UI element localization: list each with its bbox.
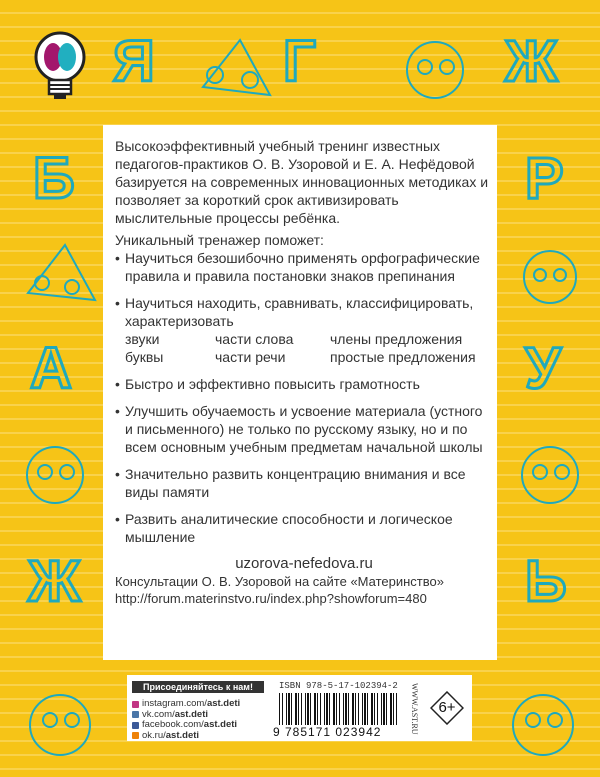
- grid-cell: буквы: [125, 349, 164, 365]
- decor-letter: Г: [283, 29, 316, 94]
- barcode-bar: [314, 693, 316, 725]
- link-handle: ast.deti: [174, 708, 208, 720]
- mascot-doodle: [395, 25, 480, 110]
- consult-line: Консультации О. В. Узоровой на сайте «Материнство»: [115, 574, 444, 589]
- vk-icon: [132, 711, 139, 718]
- barcode-bar: [377, 693, 378, 725]
- barcode-bar: [279, 693, 280, 725]
- barcode-bar: [286, 693, 287, 725]
- mascot-doodle: [15, 430, 95, 520]
- consult-text: [115, 573, 493, 607]
- decor-letter: Ж: [505, 29, 558, 94]
- barcode-bar: [371, 693, 373, 725]
- barcode-bar: [301, 693, 302, 725]
- link-handle: ast.deti: [165, 729, 200, 741]
- barcode-bar: [393, 693, 394, 725]
- barcode-bar: [396, 693, 397, 725]
- publisher-website[interactable]: WWW.AST.RU: [410, 683, 419, 735]
- barcode-bar: [345, 693, 347, 725]
- join-us-banner: Присоединяйтесь к нам!: [132, 681, 264, 693]
- skills-grid: [125, 330, 493, 366]
- publisher-strip: [127, 675, 472, 741]
- barcode-bar: [288, 693, 290, 725]
- barcode-bar: [348, 693, 349, 725]
- barcode-bar: [326, 693, 328, 725]
- list-item: • Значительно развить концентрацию внимания и все виды памяти: [115, 465, 493, 501]
- barcode-bar: [390, 693, 392, 725]
- facebook-icon: [132, 722, 139, 729]
- barcode-bar: [381, 693, 382, 725]
- decor-letter: А: [30, 336, 72, 401]
- mascot-doodle: [510, 430, 590, 520]
- barcode-bar: [291, 693, 292, 725]
- list-item-text: Научиться находить, сравнивать, классифицировать, характеризовать: [125, 295, 474, 329]
- barcode-bar: [329, 693, 330, 725]
- decor-letter: Ь: [525, 549, 567, 614]
- list-item: • Научиться безошибочно применять орфографические правила и правила постановки знаков препинания: [115, 249, 493, 285]
- mascot-doodle: [15, 665, 105, 777]
- mascot-doodle: [510, 235, 590, 315]
- link-prefix: vk.com/: [142, 708, 175, 720]
- age-rating-badge: [430, 691, 464, 725]
- link-handle: ast.deti: [203, 719, 238, 730]
- barcode-bar: [355, 693, 356, 725]
- grid-cell: члены предложения: [330, 331, 463, 347]
- decor-letter: Б: [33, 146, 75, 211]
- barcode-bar: [324, 693, 325, 725]
- social-links: [132, 699, 240, 741]
- link-prefix: instagram.com/: [142, 698, 207, 709]
- barcode-bar: [339, 693, 340, 725]
- barcode-bar: [374, 693, 375, 725]
- barcode-bar: [367, 693, 368, 725]
- isbn-text: ISBN 978-5-17-102394-2: [279, 681, 398, 691]
- mascot-doodle: [195, 25, 275, 105]
- mascot-doodle: [20, 235, 100, 315]
- barcode-bar: [352, 693, 354, 725]
- barcode-bar: [282, 693, 283, 725]
- list-item: [115, 294, 493, 366]
- mascot-doodle: [495, 665, 590, 777]
- barcode-bar: [333, 693, 335, 725]
- decor-letter: Я: [113, 29, 155, 94]
- barcode-bar: [336, 693, 337, 725]
- barcode-digits: 9 785171 023942: [273, 725, 382, 739]
- ok-icon: [132, 732, 139, 739]
- barcode-bar: [362, 693, 363, 725]
- social-link-instagram[interactable]: [132, 699, 240, 710]
- website-link[interactable]: uzorova-nefedova.ru: [235, 555, 373, 572]
- list-item: • Быстро и эффективно повысить грамотность: [115, 375, 493, 393]
- barcode-bar: [310, 693, 311, 725]
- barcode-bar: [343, 693, 344, 725]
- grid-cell: части слова: [215, 331, 294, 347]
- barcode-bar: [307, 693, 309, 725]
- barcode-bar: [386, 693, 387, 725]
- barcode-bar: [320, 693, 321, 725]
- instagram-icon: [132, 701, 139, 708]
- barcode: [279, 693, 401, 725]
- brain-lightbulb-logo: [33, 30, 88, 105]
- link-prefix: ok.ru/: [142, 729, 166, 741]
- barcode-bar: [295, 693, 297, 725]
- barcode-bar: [358, 693, 359, 725]
- barcode-bar: [305, 693, 306, 725]
- grid-cell: простые предложения: [330, 349, 476, 365]
- link-prefix: facebook.com/: [142, 719, 204, 730]
- barcode-bar: [383, 693, 385, 725]
- lead-text: Уникальный тренажер поможет:: [115, 232, 324, 248]
- forum-link[interactable]: http://forum.materinstvo.ru/index.php?showforum=480: [115, 591, 427, 606]
- decor-letter: Ж: [28, 549, 81, 614]
- link-handle: ast.deti: [206, 698, 241, 709]
- list-item: • Улучшить обучаемость и усвоение материала (устного и письменного) не только по русскому языку, но и по всем основным учебным предметам начальной школы: [115, 402, 493, 456]
- grid-cell: части речи: [215, 349, 286, 365]
- barcode-bar: [298, 693, 299, 725]
- intro-text: Высокоэффективный учебный тренинг известных педагогов-практиков О. В. Узоровой и Е. А. Нефёдовой базируется на современных инновационных методиках и позволяет за короткий срок активизировать мыслительные процессы ребёнка.: [115, 138, 489, 226]
- barcode-bar: [364, 693, 366, 725]
- social-link-facebook[interactable]: [132, 720, 240, 731]
- grid-cell: звуки: [125, 331, 160, 347]
- decor-letter: Р: [525, 146, 564, 211]
- social-link-ok[interactable]: [132, 731, 240, 742]
- benefits-list: [115, 249, 493, 546]
- barcode-bar: [317, 693, 318, 725]
- decor-letter: У: [525, 336, 562, 401]
- age-rating: 6+: [438, 699, 456, 716]
- list-item: • Развить аналитические способности и логическое мышление: [115, 510, 493, 546]
- description-panel: [103, 125, 497, 660]
